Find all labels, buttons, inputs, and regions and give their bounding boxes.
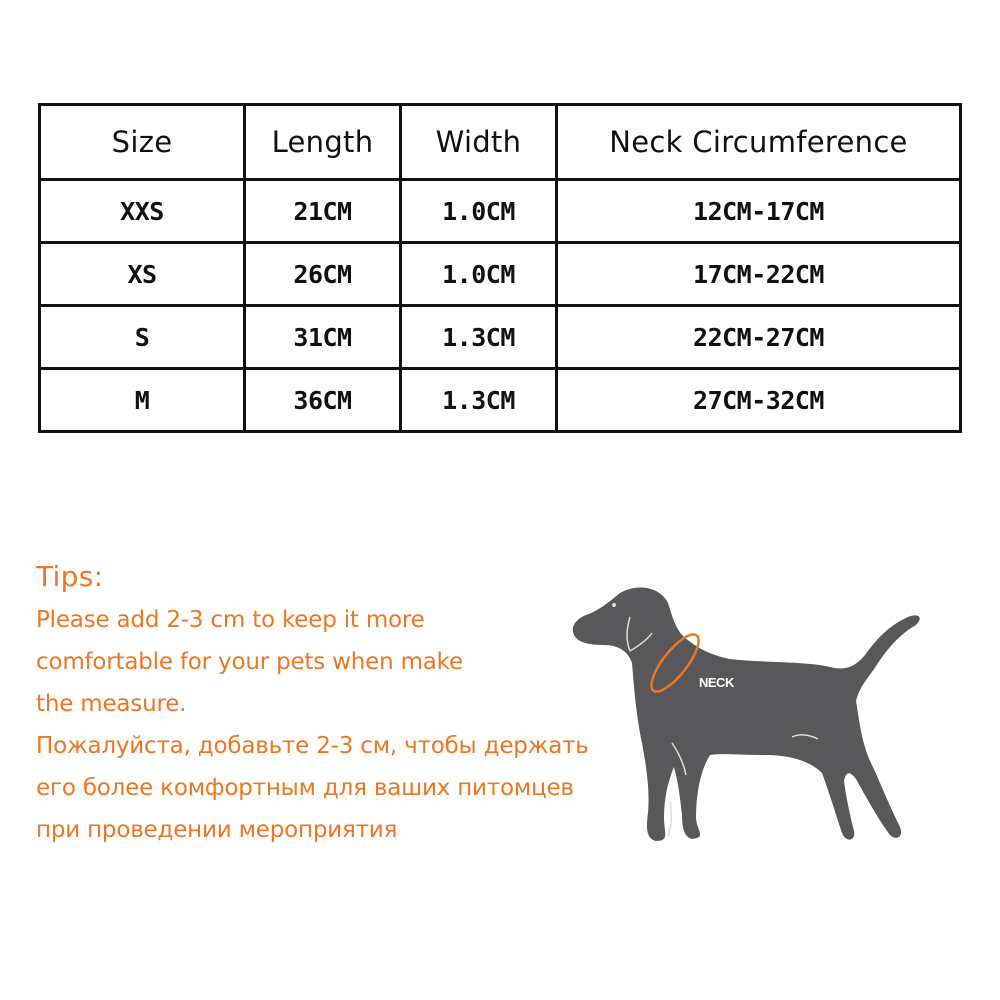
cell-neck: 12CM-17CM: [557, 180, 961, 243]
cell-length: 21CM: [245, 180, 401, 243]
cell-neck: 17CM-22CM: [557, 243, 961, 306]
cell-size: M: [40, 369, 245, 432]
cell-size: XS: [40, 243, 245, 306]
tips-russian-line: при проведении мероприятия: [36, 817, 398, 843]
header-width: Width: [401, 105, 557, 180]
tips-title: Tips:: [36, 560, 104, 593]
header-size: Size: [40, 105, 245, 180]
tips-russian-line: Пожалуйста, добавьте 2-3 см, чтобы держать: [36, 733, 589, 759]
table-row: [40, 306, 961, 369]
size-chart-table: [38, 103, 962, 433]
header-length: Length: [245, 105, 401, 180]
neck-label: NECK: [699, 675, 734, 690]
tips-russian-line: его более комфортным для ваших питомцев: [36, 775, 574, 801]
cell-neck: 27CM-32CM: [557, 369, 961, 432]
table-header-row: [40, 105, 961, 180]
cell-length: 36CM: [245, 369, 401, 432]
table-row: [40, 243, 961, 306]
cell-length: 31CM: [245, 306, 401, 369]
table-row: [40, 180, 961, 243]
cell-neck: 22CM-27CM: [557, 306, 961, 369]
tips-english-line: the measure.: [36, 691, 187, 717]
tips-english-line: Please add 2-3 cm to keep it more: [36, 607, 425, 633]
cell-width: 1.3CM: [401, 369, 557, 432]
cell-size: XXS: [40, 180, 245, 243]
cell-size: S: [40, 306, 245, 369]
tips-english-line: comfortable for your pets when make: [36, 649, 463, 675]
cell-length: 26CM: [245, 243, 401, 306]
header-neck-circumference: Neck Circumference: [557, 105, 961, 180]
dog-silhouette-icon: [560, 575, 940, 855]
cell-width: 1.3CM: [401, 306, 557, 369]
cell-width: 1.0CM: [401, 243, 557, 306]
cell-width: 1.0CM: [401, 180, 557, 243]
table-row: [40, 369, 961, 432]
